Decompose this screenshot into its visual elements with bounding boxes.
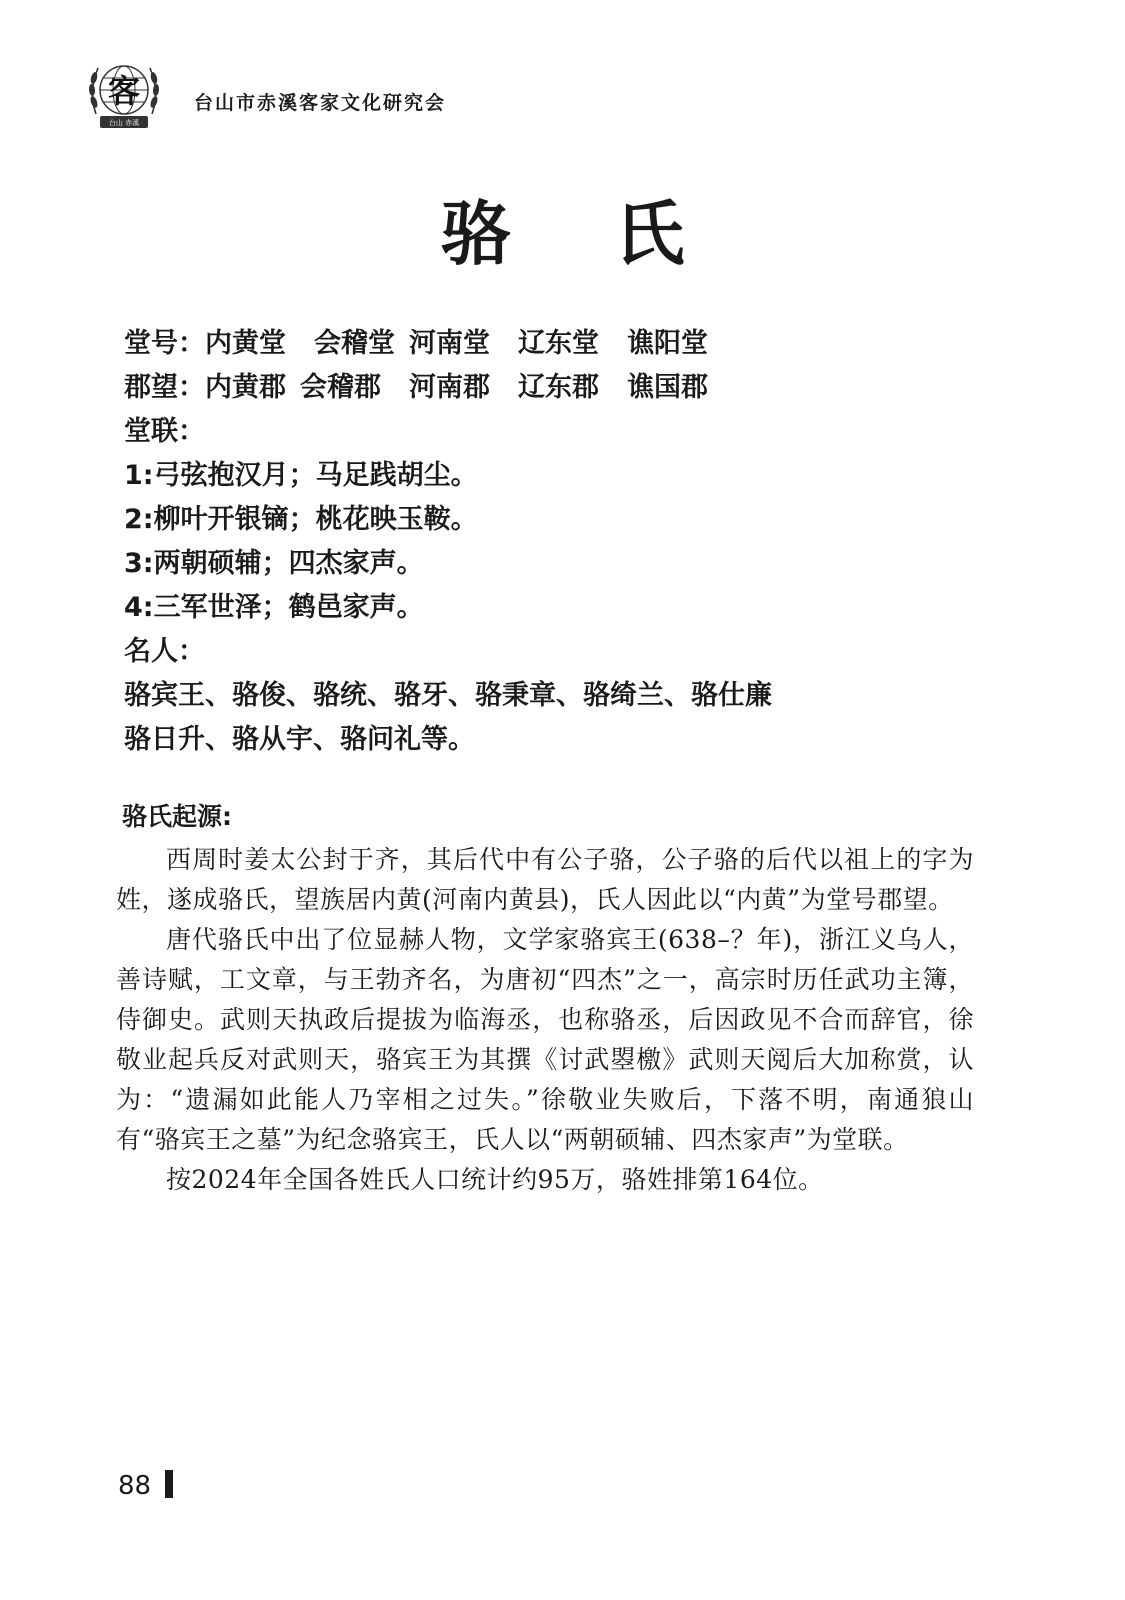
page-header — [86, 52, 786, 136]
title-char-shi: 氏 — [614, 192, 685, 275]
famous-people-label: 名人： — [124, 636, 205, 667]
origin-paragraph: 唐代骆氏中出了位显赫人物，文学家骆宾王(638–？年)，浙江义乌人，善诗赋，工文章，与王勃齐名，为唐初“四杰”之一，高宗时历任武功主簿，侍御史。武则天执政后提拔为临海丞，也称骆丞，后因政见不合而辞官，徐敬业起兵反对武则天，骆宾王为其撰《讨武曌檄》武则天阅后大加称赏，认为：“遗漏如此能人乃宰相之过失。”徐敬业失败后，下落不明，南通狼山有“骆宾王之墓”为纪念骆宾王，氏人以“两朝硕辅、四杰家声”为堂联。 — [116, 925, 974, 1154]
jun-wang-item: 内黄郡 — [205, 372, 286, 403]
tang-hao-item: 内黄堂 — [205, 328, 286, 359]
jun-wang-item: 会稽郡 — [300, 372, 381, 403]
couplet-line: 3:两朝硕辅；四杰家声。 — [124, 548, 424, 579]
title-char-surname: 骆 — [440, 192, 511, 275]
tang-hao-label: 堂号： — [124, 328, 205, 359]
tang-hao-item: 会稽堂 — [314, 328, 395, 359]
couplet-line: 4:三军世泽；鹤邑家声。 — [124, 592, 424, 623]
jun-wang-item: 谯国郡 — [627, 372, 708, 403]
society-emblem-logo — [86, 52, 162, 136]
page-marker-bar — [165, 1470, 173, 1498]
jun-wang-line — [124, 366, 1004, 410]
couplet-line: 1:弓弦抱汉月；马足践胡尘。 — [124, 460, 478, 491]
origin-paragraph: 按2024年全国各姓氏人口统计约95万，骆姓排第164位。 — [166, 1165, 824, 1194]
couplet-line: 2:柳叶开银镝；桃花映玉鞍。 — [124, 504, 478, 535]
page-title — [0, 178, 1125, 279]
jun-wang-item: 辽东郡 — [518, 372, 599, 403]
famous-people-line: 骆日升、骆从宇、骆问礼等。 — [124, 724, 475, 755]
svg-text:台山 赤溪: 台山 赤溪 — [108, 119, 140, 127]
origin-body — [116, 840, 974, 1200]
page-number: 88 — [118, 1471, 152, 1501]
origin-paragraph: 西周时姜太公封于齐，其后代中有公子骆，公子骆的后代以祖上的字为姓，遂成骆氏，望族居内黄(河南内黄县)，氏人因此以“内黄”为堂号郡望。 — [116, 845, 974, 914]
jun-wang-item: 河南郡 — [409, 372, 490, 403]
tang-hao-item: 辽东堂 — [518, 328, 599, 359]
famous-people-line: 骆宾王、骆俊、骆统、骆牙、骆秉章、骆绮兰、骆仕廉 — [124, 680, 772, 711]
tang-hao-item: 河南堂 — [409, 328, 490, 359]
origin-heading: 骆氏起源: — [122, 802, 232, 831]
jun-wang-label: 郡望： — [124, 372, 205, 403]
organization-name: 台山市赤溪客家文化研究会 — [194, 92, 447, 114]
surname-info-block — [124, 322, 1004, 762]
page-footer — [118, 1470, 173, 1501]
svg-text:客: 客 — [107, 72, 141, 110]
tang-lian-label: 堂联： — [124, 416, 205, 447]
tang-hao-item: 谯阳堂 — [627, 328, 708, 359]
tang-hao-line — [124, 322, 1004, 366]
